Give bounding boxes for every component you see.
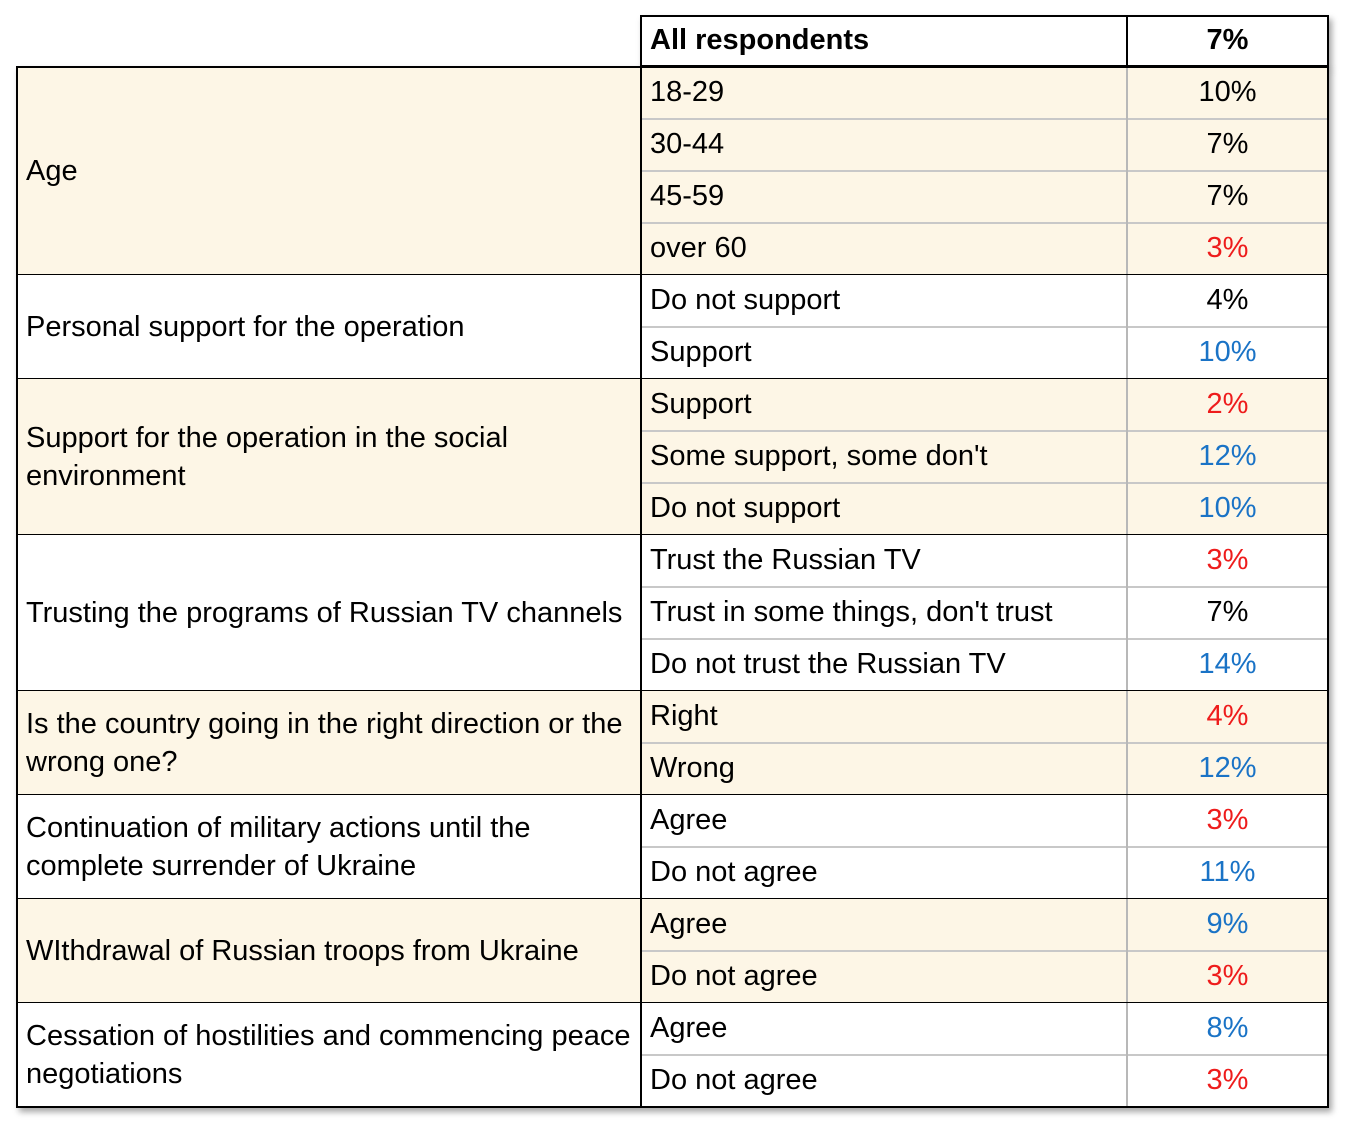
row-value: 7% [1206, 128, 1249, 160]
row-value: 3% [1206, 1064, 1249, 1096]
category-label: Support for the operation in the social environment [26, 422, 509, 492]
category-label: Cessation of hostilities and commencing peace negotiations [26, 1020, 631, 1090]
row-label: 45-59 [650, 180, 725, 212]
category-label: WIthdrawal of Russian troops from Ukraine [26, 935, 579, 967]
row-label: Support [650, 388, 752, 420]
row-label: Support [650, 336, 752, 368]
row-label: Agree [650, 804, 728, 836]
row-value: 10% [1198, 492, 1257, 524]
row-value: 10% [1198, 336, 1257, 368]
row-label: Agree [650, 908, 728, 940]
row-value: 9% [1206, 908, 1249, 940]
row-value: 14% [1198, 648, 1257, 680]
row-value: 3% [1206, 804, 1249, 836]
category-label: Is the country going in the right direction or the wrong one? [26, 708, 623, 778]
row-label: Do not support [650, 492, 841, 524]
table-border [16, 66, 1329, 1108]
row-label: Some support, some don't [650, 440, 988, 472]
row-label: Wrong [650, 752, 735, 784]
row-value: 12% [1198, 752, 1257, 784]
row-label: Do not agree [650, 1064, 818, 1096]
row-label: 30-44 [650, 128, 725, 160]
row-value: 7% [1206, 180, 1249, 212]
header-divider [1126, 15, 1128, 67]
row-value: 8% [1206, 1012, 1249, 1044]
header-value: 7% [1206, 24, 1249, 56]
header-label: All respondents [650, 24, 870, 56]
row-label: Right [650, 700, 718, 732]
row-value: 2% [1206, 388, 1249, 420]
category-label: Trusting the programs of Russian TV channels [26, 597, 623, 629]
row-label: Do not trust the Russian TV [650, 648, 1006, 680]
row-value: 11% [1199, 856, 1256, 888]
row-value: 4% [1206, 700, 1249, 732]
row-value: 7% [1206, 596, 1249, 628]
row-value: 3% [1206, 960, 1249, 992]
category-label: Personal support for the operation [26, 311, 465, 343]
row-label: Do not agree [650, 960, 818, 992]
row-label: Do not support [650, 284, 841, 316]
category-label: Age [26, 155, 78, 187]
row-value: 12% [1198, 440, 1257, 472]
row-label: Trust the Russian TV [650, 544, 921, 576]
row-label: Do not agree [650, 856, 818, 888]
row-label: over 60 [650, 232, 747, 264]
category-label: Continuation of military actions until the complete surrender of Ukraine [26, 812, 531, 882]
row-label: Agree [650, 1012, 728, 1044]
row-label: Trust in some things, don't trust [650, 596, 1053, 628]
row-value: 3% [1206, 544, 1249, 576]
row-value: 4% [1206, 284, 1249, 316]
row-value: 10% [1198, 76, 1257, 108]
row-label: 18-29 [650, 76, 725, 108]
row-value: 3% [1206, 232, 1249, 264]
